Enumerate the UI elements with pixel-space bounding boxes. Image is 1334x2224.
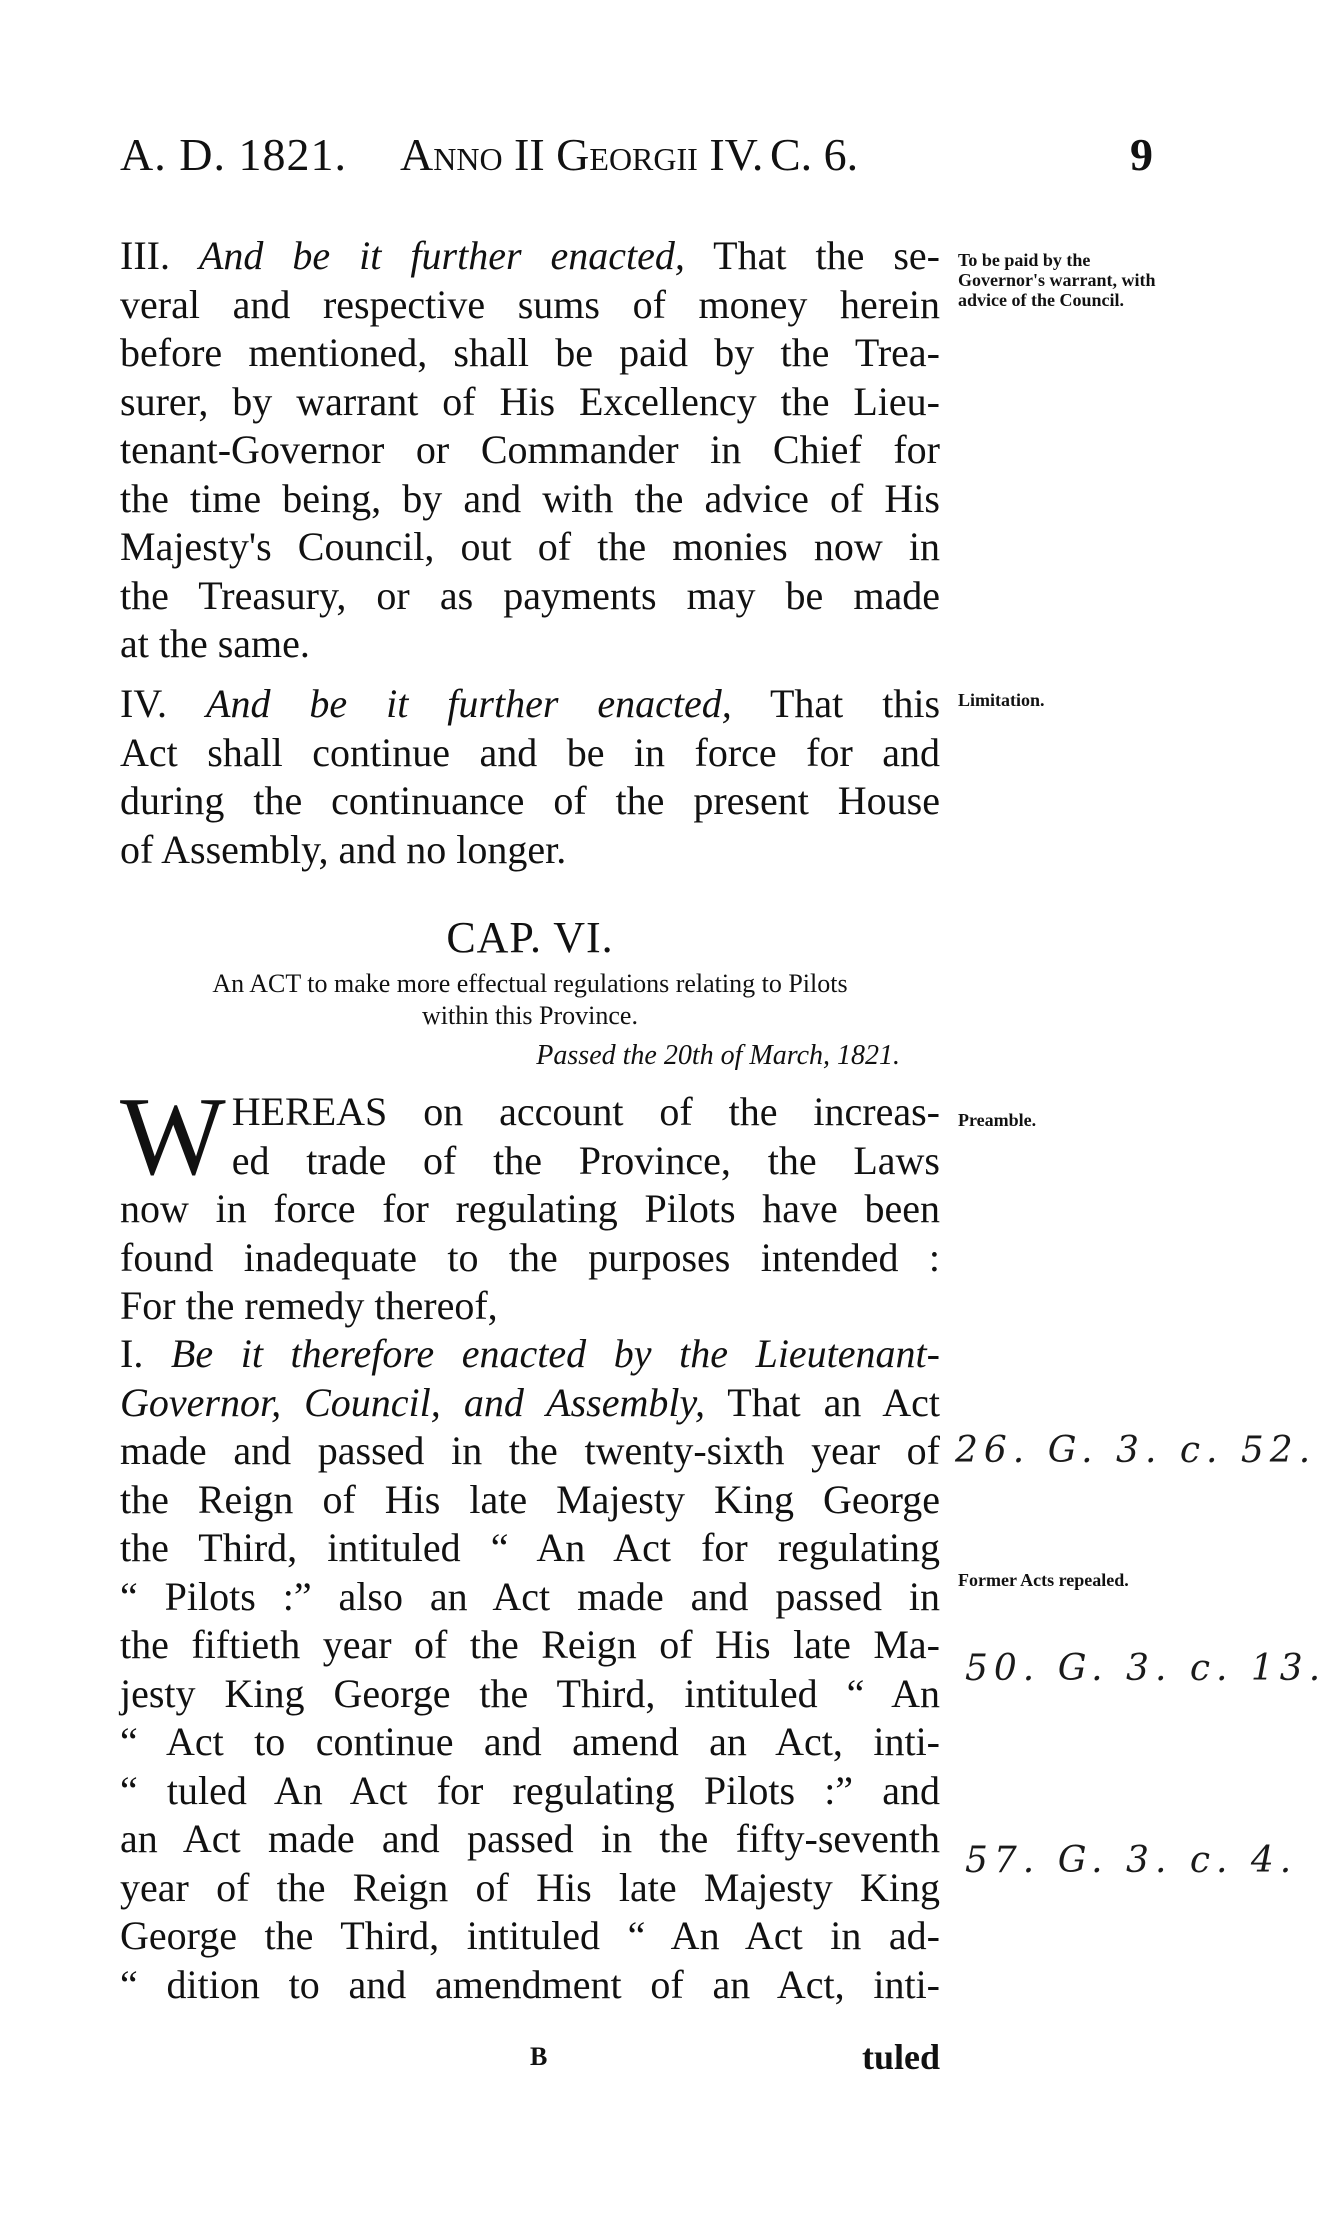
- text-line: tenant-Governor or Commander in Chief for: [120, 427, 940, 472]
- preamble: [120, 1075, 940, 1331]
- text-line: the Reign of His late Majesty King George: [120, 1476, 940, 1522]
- text-line: Governor, Council, and Assembly, That an Act: [120, 1379, 940, 1425]
- text-line: the Treasury, or as payments may be made: [120, 572, 940, 618]
- text-line: I. Be it therefore enacted by the Lieutenant-: [120, 1331, 940, 1376]
- text-line: an Act made and passed in the fifty-seventh: [120, 1816, 940, 1861]
- act-title-line: within this Province.: [422, 1001, 638, 1030]
- text-line: ed trade of the Province, the Laws: [231, 1137, 940, 1183]
- italic-phrase: And be it further enacted,: [198, 233, 685, 278]
- text-line: the time being, by and with the advice of His: [120, 475, 940, 521]
- text-line: “ Act to continue and amend an Act, inti-: [120, 1719, 940, 1764]
- handwritten-annotation: 26. G. 3. c. 52.: [955, 1430, 1317, 1471]
- text-line: year of the Reign of His late Majesty King: [120, 1864, 940, 1910]
- text-line: For the remedy thereof,: [120, 1283, 498, 1328]
- header-year: A. D. 1821.: [120, 129, 347, 180]
- header-chapter: C. 6.: [770, 129, 859, 180]
- text-line: surer, by warrant of His Excellency the Lieu-: [120, 378, 940, 424]
- section-1: [120, 1330, 940, 2009]
- signature-mark: B: [530, 2042, 548, 2071]
- text-line: at the same.: [120, 621, 310, 666]
- chapter-heading: CAP. VI.: [446, 913, 614, 962]
- text-line: the fiftieth year of the Reign of His late Ma-: [120, 1622, 940, 1667]
- section-3: [120, 232, 940, 669]
- passed-date: Passed the 20th of March, 1821.: [536, 1040, 900, 1071]
- text-line: “ Pilots :” also an Act made and passed in: [120, 1573, 940, 1619]
- text-line: before mentioned, shall be paid by the Trea-: [120, 330, 940, 375]
- text-line: made and passed in the twenty-sixth year of: [120, 1428, 940, 1473]
- running-header: [120, 128, 1160, 198]
- text-line: now in force for regulating Pilots have been: [120, 1186, 940, 1231]
- margin-note-former-acts: Former Acts repealed.: [958, 1570, 1129, 1590]
- page-number: 9: [1130, 129, 1153, 180]
- catchword: tuled: [861, 2037, 940, 2077]
- text-line: “ dition to and amendment of an Act, inti-: [120, 1961, 940, 2007]
- margin-note-payment: To be paid by the Governor's warrant, with advice of the Council.: [958, 250, 1156, 310]
- page-footer: [120, 2036, 940, 2086]
- text-line: found inadequate to the purposes intended :: [120, 1234, 940, 1280]
- text-line: IV. And be it further enacted, That this: [120, 681, 941, 726]
- margin-note-preamble: Preamble.: [958, 1110, 1037, 1130]
- header-reign: Anno II Georgii IV.: [400, 129, 764, 180]
- act-title-line: An ACT to make more effectual regulations relating to Pilots: [212, 969, 848, 998]
- margin-note-limitation: Limitation.: [958, 690, 1045, 710]
- text-line: HEREAS on account of the increas-: [231, 1089, 940, 1134]
- text-line: of Assembly, and no longer.: [120, 826, 567, 872]
- text-line: George the Third, intituled “ An Act in ad-: [120, 1913, 940, 1958]
- italic-phrase: Be it therefore enacted by the Lieutenant-: [170, 1331, 940, 1376]
- act-title: [120, 968, 940, 1032]
- italic-phrase: Governor, Council, and Assembly,: [120, 1379, 705, 1425]
- text-line: the Third, intituled “ An Act for regulating: [120, 1525, 940, 1570]
- handwritten-annotation: 50. G. 3. c. 13.: [965, 1648, 1327, 1689]
- text-line: veral and respective sums of money herein: [120, 281, 940, 327]
- drop-cap: W: [120, 1075, 226, 1199]
- text-line: “ tuled An Act for regulating Pilots :” and: [120, 1767, 940, 1813]
- text-line: jesty King George the Third, intituled “ An: [120, 1670, 940, 1716]
- text-line: during the continuance of the present House: [120, 778, 940, 823]
- text-line: Act shall continue and be in force for and: [120, 729, 940, 775]
- italic-phrase: And be it further enacted,: [206, 681, 732, 726]
- text-line: Majesty's Council, out of the monies now in: [120, 524, 940, 569]
- text-line: III. And be it further enacted, That the se-: [120, 233, 940, 278]
- handwritten-annotation: 57. G. 3. c. 4.: [965, 1840, 1298, 1881]
- section-4: [120, 680, 940, 874]
